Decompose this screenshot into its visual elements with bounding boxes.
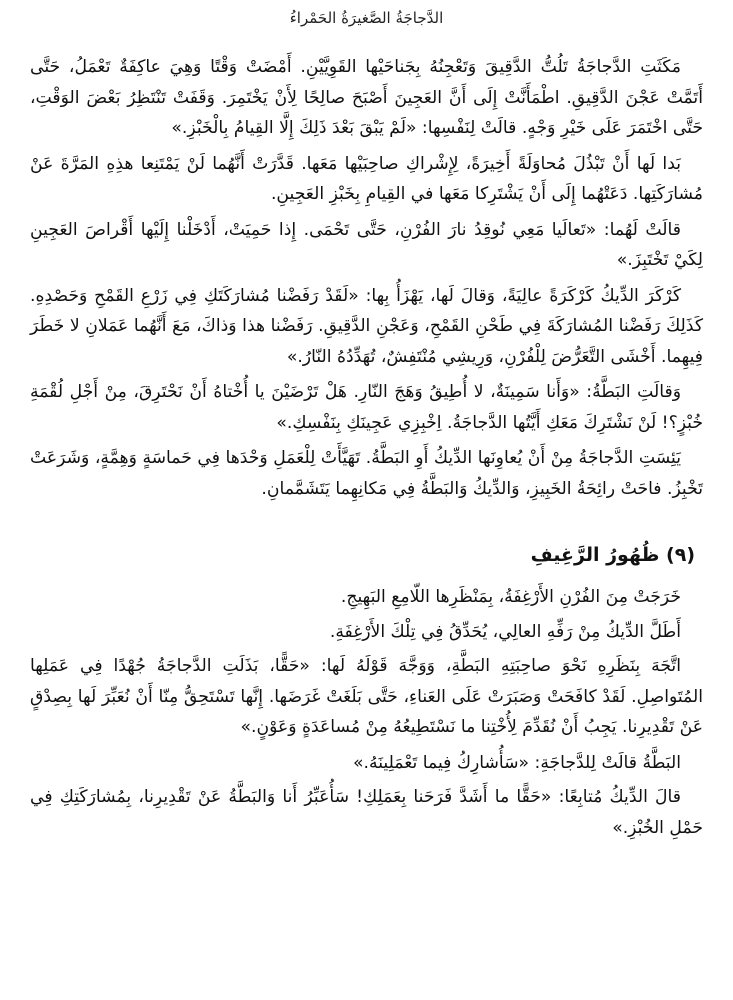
paragraph: قالَ الدِّيكُ مُتابِعًا: «حَقًّا ما أَشَدَّ فَرَحَنا بِعَمَلِكِ! سَأُعَبِّرُ أَنا وَالبَطَّةُ عَنْ تَقْدِيرِنا، بِمُشارَكَتِكِ فِي حَمْلِ الخُبْزِ.» xyxy=(30,787,703,838)
paragraph: البَطَّةُ قالَتْ لِلدَّجاجَةِ: «سَأُشارِكُ فِيما تَعْمَلِينَهُ.» xyxy=(353,752,681,773)
paragraph: قالَتْ لَهُما: «تَعالَيا مَعِي نُوقِدُ نارَ الفُرْنِ، حَتَّى تَحْمَى. إِذا حَمِيَتْ، أَدْخَلْنا إِلَيْها أَقْراصَ العَجِينِ لِكَيْ تَخْتَبِزَ.» xyxy=(30,219,703,270)
paragraph: وَقالَتِ البَطَّةُ: «وَأَنا سَمِينَةٌ، لا أُطِيقُ وَهَجَ النّارِ. هَلْ تَرْضَيْنَ يا أُخْتاهُ أَنْ نَحْتَرِقَ، مِنْ أَجْلِ لُقْمَةِ خُبْزٍ؟! لَنْ نَشْتَرِكَ مَعَكِ أَيَّتُها الدَّجاجَةُ. اِخْبِزِي عَجِينَكِ بِنَفْسِكِ.» xyxy=(30,382,703,433)
paragraph: أَطَلَّ الدِّيكُ مِنْ رَفِّهِ العالِي، يُحَدِّقُ فِي تِلْكَ الأَرْغِفَةِ. xyxy=(329,621,681,642)
section-heading: (٩) ظُهُورُ الرَّغِيفِ xyxy=(530,544,695,566)
paragraph: بَدا لَها أَنْ تَبْذُلَ مُحاوَلَةً أَخِيرَةً، لِإِشْراكِ صاحِبَيْها مَعَها. قَدَّرَتْ أَنَّهُما لَنْ يَمْتَنِعا هذِهِ المَرَّةَ عَنْ مُشارَكَتِها. دَعَتْهُما إِلَى أَنْ يَشْتَرِكا مَعَها في القِيامِ بِخَبْزِ العَجِينِ. xyxy=(30,153,703,204)
paragraph: يَئِسَتِ الدَّجاجَةُ مِنْ أَنْ يُعاوِنَها الدِّيكُ أَوِ البَطَّةُ. تَهَيَّأَتْ لِلْعَمَلِ وَحْدَها فِي حَماسَةٍ وَهِمَّةٍ، وَشَرَعَتْ تَخْبِزُ. فاحَتْ رائِحَةُ الخَبِيزِ، وَالدِّيكُ وَالبَطَّةُ فِي مَكانِهِما يَتَشَمَّمانِ. xyxy=(30,448,703,499)
paragraph: مَكَثَتِ الدَّجاجَةُ تَلُتُّ الدَّقِيقَ وَتَعْجِنُهُ بِجَناحَيْها القَوِيَّيْنِ. أَمْضَتْ وَقْتًا وَهِيَ عاكِفَةٌ تَعْمَلُ، حَتَّى أَتَمَّتْ عَجْنَ الدَّقِيقِ. اطْمَأَنَّتْ إِلَى أَنَّ العَجِينَ أَصْبَحَ صالِحًا لِأَنْ يَخْتَمِرَ. وَقَفَتْ تَنْتَظِرُ بَعْضَ الوَقْتِ، حَتَّى اخْتَمَرَ عَلَى خَيْرِ وَجْهٍ. قالَتْ لِنَفْسِها: «لَمْ يَبْقَ بَعْدَ ذَلِكَ إِلَّا القِيامُ بِالْخَبْزِ.» xyxy=(30,57,703,138)
running-header: الدَّجاجَةُ الصَّغيرَةُ الحَمْراءُ xyxy=(289,9,444,27)
paragraph: خَرَجَتْ مِنَ الفُرْنِ الأَرْغِفَةُ، بِمَنْظَرِها اللّامِعِ البَهِيجِ. xyxy=(340,587,681,607)
paragraph: اتَّجَهَ بِنَظَرِهِ نَحْوَ صاحِبَتِهِ البَطَّةِ، وَوَجَّهَ قَوْلَهُ لَها: «حَقًّا، بَذَلَتِ الدَّجاجَةُ جُهْدًا فِي عَمَلِها المُتَواصِلِ. لَقَدْ كافَحَتْ وَصَبَرَتْ عَلَى العَناءِ، حَتَّى بَلَغَتْ غَرَضَها. إِنَّها تَسْتَحِقُّ مِنّا أَنْ نُعَبِّرَ لَها بِصِدْقٍ عَنْ تَقْدِيرِنا. يَجِبُ أَنْ نُقَدِّمَ لِأُخْتِنا ما نَسْتَطِيعُهُ مِنْ مُساعَدَةٍ وَعَوْنٍ.» xyxy=(30,656,703,737)
paragraph: كَرْكَرَ الدِّيكُ كَرْكَرَةً عالِيَةً، وَقالَ لَها، يَهْزَأُ بِها: «لَقَدْ رَفَضْنا مُشارَكَتَكِ فِي زَرْعِ القَمْحِ وَحَصْدِهِ. كَذَلِكَ رَفَضْنا المُشارَكَةَ فِي طَحْنِ القَمْحِ، وَعَجْنِ الدَّقِيقِ. رَفَضْنا هذا وَذاكَ، مَعَ أَنَّهُما عَمَلانِ لا خَطَرَ فِيهِما. أَخْشَى التَّعَرُّضَ لِلْفُرْنِ، وَرِيشِي مُنْتَفِشٌ، تُهَدِّدُهُ النّارُ.» xyxy=(30,285,703,367)
